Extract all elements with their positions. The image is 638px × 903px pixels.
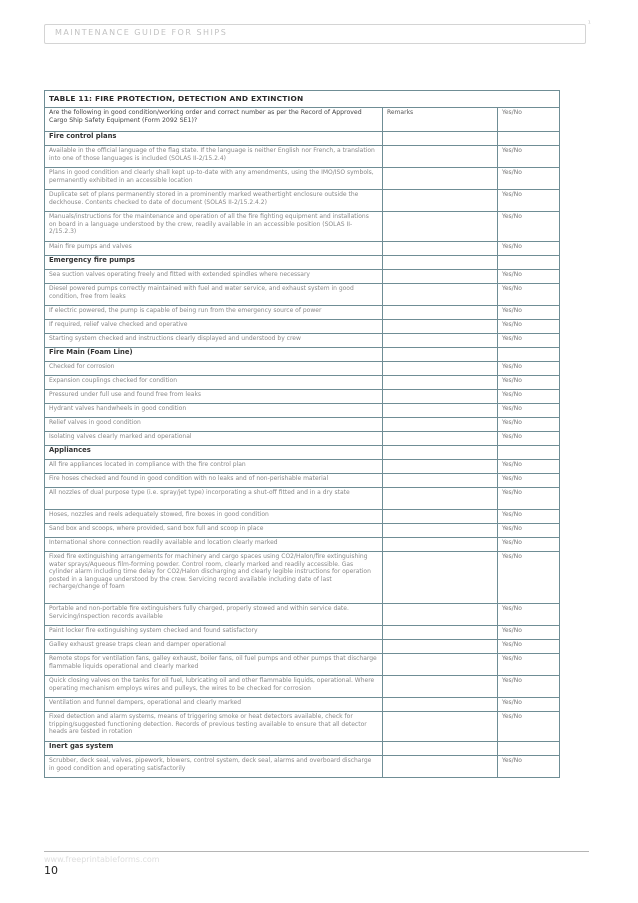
remarks-cell[interactable] bbox=[383, 190, 498, 212]
remarks-cell[interactable] bbox=[383, 510, 498, 524]
table-row bbox=[45, 552, 560, 604]
yesno-cell[interactable]: Yes/No bbox=[498, 306, 560, 320]
item-text: Expansion couplings checked for condition bbox=[45, 376, 383, 390]
remarks-cell[interactable] bbox=[383, 676, 498, 698]
item-text: If required, relief valve checked and operative bbox=[45, 320, 383, 334]
item-text: All fire appliances located in compliance with the fire control plan bbox=[45, 460, 383, 474]
item-text: International shore connection readily available and location clearly marked bbox=[45, 538, 383, 552]
yesno-cell[interactable]: Yes/No bbox=[498, 418, 560, 432]
yesno-cell[interactable]: Yes/No bbox=[498, 334, 560, 348]
item-text: Fixed fire extinguishing arrangements for machinery and cargo spaces using CO2/Halon/fire extinguishing water sprays/Aqueous film-forming powder. Control room, clearly marked and readily accessible. Gas cylinder alarm including time delay for CO2/Halon discharging and clearly legible instructions for operation posted in a language understood by the crew. Servicing record available including date of last recharge/change of foam bbox=[45, 552, 383, 604]
table-row bbox=[45, 362, 560, 376]
yesno-cell[interactable]: Yes/No bbox=[498, 552, 560, 604]
table-row bbox=[45, 190, 560, 212]
table-row bbox=[45, 168, 560, 190]
yesno-cell[interactable]: Yes/No bbox=[498, 538, 560, 552]
yesno-cell[interactable]: Yes/No bbox=[498, 376, 560, 390]
yesno-cell bbox=[498, 132, 560, 146]
yesno-cell[interactable]: Yes/No bbox=[498, 146, 560, 168]
table-row bbox=[45, 146, 560, 168]
question-header: Are the following in good condition/working order and correct number as per the Record of Approved Cargo Ship Safety Equipment (Form 2092 SE1)? bbox=[45, 108, 383, 132]
yesno-cell[interactable]: Yes/No bbox=[498, 242, 560, 256]
section-label: Inert gas system bbox=[45, 742, 383, 756]
yesno-cell[interactable]: Yes/No bbox=[498, 488, 560, 510]
yesno-cell[interactable]: Yes/No bbox=[498, 390, 560, 404]
yesno-cell[interactable]: Yes/No bbox=[498, 474, 560, 488]
remarks-cell[interactable] bbox=[383, 460, 498, 474]
table-row bbox=[45, 524, 560, 538]
yesno-cell[interactable]: Yes/No bbox=[498, 510, 560, 524]
table-row bbox=[45, 390, 560, 404]
section-label: Fire Main (Foam Line) bbox=[45, 348, 383, 362]
remarks-cell[interactable] bbox=[383, 320, 498, 334]
remarks-cell[interactable] bbox=[383, 168, 498, 190]
remarks-cell[interactable] bbox=[383, 362, 498, 376]
item-text: Sand box and scoops, where provided, sand box full and scoop in place bbox=[45, 524, 383, 538]
remarks-cell[interactable] bbox=[383, 538, 498, 552]
remarks-cell[interactable] bbox=[383, 552, 498, 604]
yesno-cell[interactable]: Yes/No bbox=[498, 320, 560, 334]
item-text: Sea suction valves operating freely and fitted with extended spindles where necessary bbox=[45, 270, 383, 284]
table-row bbox=[45, 698, 560, 712]
item-text: Manuals/instructions for the maintenance and operation of all the fire fighting equipment and installations on board in a language understood by the crew, readily available in an accessible position (SOLAS II-2/15.2.3) bbox=[45, 212, 383, 242]
table-row bbox=[45, 432, 560, 446]
remarks-cell[interactable] bbox=[383, 390, 498, 404]
remarks-cell[interactable] bbox=[383, 756, 498, 778]
yesno-cell[interactable]: Yes/No bbox=[498, 524, 560, 538]
yesno-header: Yes/No bbox=[498, 108, 560, 132]
yesno-cell[interactable]: Yes/No bbox=[498, 168, 560, 190]
item-text: Available in the official language of the flag state. If the language is neither English nor French, a translation into one of those languages is included (SOLAS II-2/15.2.4) bbox=[45, 146, 383, 168]
item-text: Fixed detection and alarm systems, means of triggering smoke or heat detectors available, check for tripping/suggested functioning detection. Records of previous testing available to ensure that all detector heads are tested in rotation bbox=[45, 712, 383, 742]
item-text: Isolating valves clearly marked and operational bbox=[45, 432, 383, 446]
remarks-cell bbox=[383, 132, 498, 146]
table-row bbox=[45, 654, 560, 676]
yesno-cell[interactable]: Yes/No bbox=[498, 676, 560, 698]
remarks-cell[interactable] bbox=[383, 640, 498, 654]
item-text: Ventilation and funnel dampers, operational and clearly marked bbox=[45, 698, 383, 712]
remarks-header: Remarks bbox=[383, 108, 498, 132]
table-row bbox=[45, 676, 560, 698]
table-row bbox=[45, 538, 560, 552]
table-header-row bbox=[45, 108, 560, 132]
item-text: If electric powered, the pump is capable of being run from the emergency source of power bbox=[45, 306, 383, 320]
footer-watermark: www.freeprintableforms.com bbox=[44, 855, 160, 864]
table-row bbox=[45, 604, 560, 626]
footer-rule bbox=[44, 851, 589, 852]
table-row bbox=[45, 474, 560, 488]
yesno-cell[interactable]: Yes/No bbox=[498, 460, 560, 474]
table-row bbox=[45, 212, 560, 242]
item-text: Main fire pumps and valves bbox=[45, 242, 383, 256]
item-text: Duplicate set of plans permanently stored in a prominently marked weathertight enclosure outside the deckhouse. Contents checked to date of document (SOLAS II-2/15.2.4.2) bbox=[45, 190, 383, 212]
item-text: Checked for corrosion bbox=[45, 362, 383, 376]
remarks-cell[interactable] bbox=[383, 432, 498, 446]
remarks-cell[interactable] bbox=[383, 488, 498, 510]
table-row bbox=[45, 376, 560, 390]
yesno-cell[interactable]: Yes/No bbox=[498, 712, 560, 742]
remarks-cell bbox=[383, 348, 498, 362]
yesno-cell bbox=[498, 348, 560, 362]
item-text: Paint locker fire extinguishing system checked and found satisfactory bbox=[45, 626, 383, 640]
table-title-row bbox=[45, 91, 560, 108]
remarks-cell[interactable] bbox=[383, 404, 498, 418]
yesno-cell[interactable]: Yes/No bbox=[498, 270, 560, 284]
remarks-cell[interactable] bbox=[383, 212, 498, 242]
section-row bbox=[45, 132, 560, 146]
item-text: Fire hoses checked and found in good condition with no leaks and of non-perishable material bbox=[45, 474, 383, 488]
table-row bbox=[45, 320, 560, 334]
remarks-cell[interactable] bbox=[383, 524, 498, 538]
remarks-cell[interactable] bbox=[383, 474, 498, 488]
section-label: Emergency fire pumps bbox=[45, 256, 383, 270]
table-row bbox=[45, 488, 560, 510]
remarks-cell[interactable] bbox=[383, 418, 498, 432]
table-row bbox=[45, 306, 560, 320]
yesno-cell bbox=[498, 446, 560, 460]
remarks-cell[interactable] bbox=[383, 242, 498, 256]
item-text: Portable and non-portable fire extinguishers fully charged, properly stowed and within service date. Servicing/inspection records available bbox=[45, 604, 383, 626]
yesno-cell[interactable]: Yes/No bbox=[498, 640, 560, 654]
remarks-cell[interactable] bbox=[383, 604, 498, 626]
table-row bbox=[45, 334, 560, 348]
section-row bbox=[45, 348, 560, 362]
section-row bbox=[45, 446, 560, 460]
item-text: Pressured under full use and found free from leaks bbox=[45, 390, 383, 404]
table-row bbox=[45, 284, 560, 306]
page-number: 10 bbox=[44, 864, 58, 877]
yesno-cell[interactable]: Yes/No bbox=[498, 212, 560, 242]
yesno-cell bbox=[498, 742, 560, 756]
item-text: Plans in good condition and clearly shall kept up-to-date with any amendments, using the IMO/ISO symbols, permanently exhibited in an accessible location bbox=[45, 168, 383, 190]
item-text: Galley exhaust grease traps clean and damper operational bbox=[45, 640, 383, 654]
table-row bbox=[45, 460, 560, 474]
table-row bbox=[45, 712, 560, 742]
section-row bbox=[45, 742, 560, 756]
yesno-cell[interactable]: Yes/No bbox=[498, 190, 560, 212]
header-bar bbox=[44, 19, 591, 44]
remarks-cell[interactable] bbox=[383, 270, 498, 284]
remarks-cell[interactable] bbox=[383, 146, 498, 168]
remarks-cell[interactable] bbox=[383, 698, 498, 712]
table-row bbox=[45, 626, 560, 640]
yesno-cell[interactable]: Yes/No bbox=[498, 432, 560, 446]
item-text: All nozzles of dual purpose type (i.e. spray/jet type) incorporating a shut-off fitted and in a dry state bbox=[45, 488, 383, 510]
remarks-cell[interactable] bbox=[383, 654, 498, 676]
remarks-cell[interactable] bbox=[383, 306, 498, 320]
remarks-cell[interactable] bbox=[383, 334, 498, 348]
section-label: Fire control plans bbox=[45, 132, 383, 146]
remarks-cell[interactable] bbox=[383, 626, 498, 640]
item-text: Starting system checked and instructions clearly displayed and understood by crew bbox=[45, 334, 383, 348]
table-row bbox=[45, 640, 560, 654]
item-text: Scrubber, deck seal, valves, pipework, blowers, control system, deck seal, alarms and overboard discharge in good condition and operating satisfactorily bbox=[45, 756, 383, 778]
remarks-cell bbox=[383, 742, 498, 756]
table-title: TABLE 11: FIRE PROTECTION, DETECTION AND EXTINCTION bbox=[45, 91, 560, 108]
table-row bbox=[45, 404, 560, 418]
remarks-cell bbox=[383, 256, 498, 270]
item-text: Quick closing valves on the tanks for oil fuel, lubricating oil and other flammable liquids, operational. Where operating mechanism employs wires and pulleys, the wires to be checked for corrosion bbox=[45, 676, 383, 698]
yesno-cell[interactable]: Yes/No bbox=[498, 362, 560, 376]
remarks-cell[interactable] bbox=[383, 712, 498, 742]
table-row bbox=[45, 418, 560, 432]
yesno-cell[interactable]: Yes/No bbox=[498, 756, 560, 778]
table-row bbox=[45, 510, 560, 524]
yesno-cell[interactable]: Yes/No bbox=[498, 626, 560, 640]
yesno-cell[interactable]: Yes/No bbox=[498, 284, 560, 306]
yesno-cell[interactable]: Yes/No bbox=[498, 604, 560, 626]
header-corner-mark: ¹ bbox=[587, 19, 591, 28]
table-row bbox=[45, 756, 560, 778]
header-title: MAINTENANCE GUIDE FOR SHIPS bbox=[55, 28, 228, 37]
item-text: Remote stops for ventilation fans, galley exhaust, boiler fans, oil fuel pumps and other pumps that discharge flammable liquids operational and clearly marked bbox=[45, 654, 383, 676]
section-row bbox=[45, 256, 560, 270]
item-text: Diesel powered pumps correctly maintained with fuel and water service, and exhaust system in good condition, free from leaks bbox=[45, 284, 383, 306]
table-row bbox=[45, 270, 560, 284]
remarks-cell[interactable] bbox=[383, 376, 498, 390]
item-text: Hoses, nozzles and reels adequately stowed, fire boxes in good condition bbox=[45, 510, 383, 524]
fire-protection-table bbox=[44, 90, 560, 778]
item-text: Hydrant valves handwheels in good condition bbox=[45, 404, 383, 418]
table-row bbox=[45, 242, 560, 256]
item-text: Relief valves in good condition bbox=[45, 418, 383, 432]
yesno-cell bbox=[498, 256, 560, 270]
yesno-cell[interactable]: Yes/No bbox=[498, 654, 560, 676]
remarks-cell[interactable] bbox=[383, 284, 498, 306]
remarks-cell bbox=[383, 446, 498, 460]
yesno-cell[interactable]: Yes/No bbox=[498, 404, 560, 418]
yesno-cell[interactable]: Yes/No bbox=[498, 698, 560, 712]
section-label: Appliances bbox=[45, 446, 383, 460]
